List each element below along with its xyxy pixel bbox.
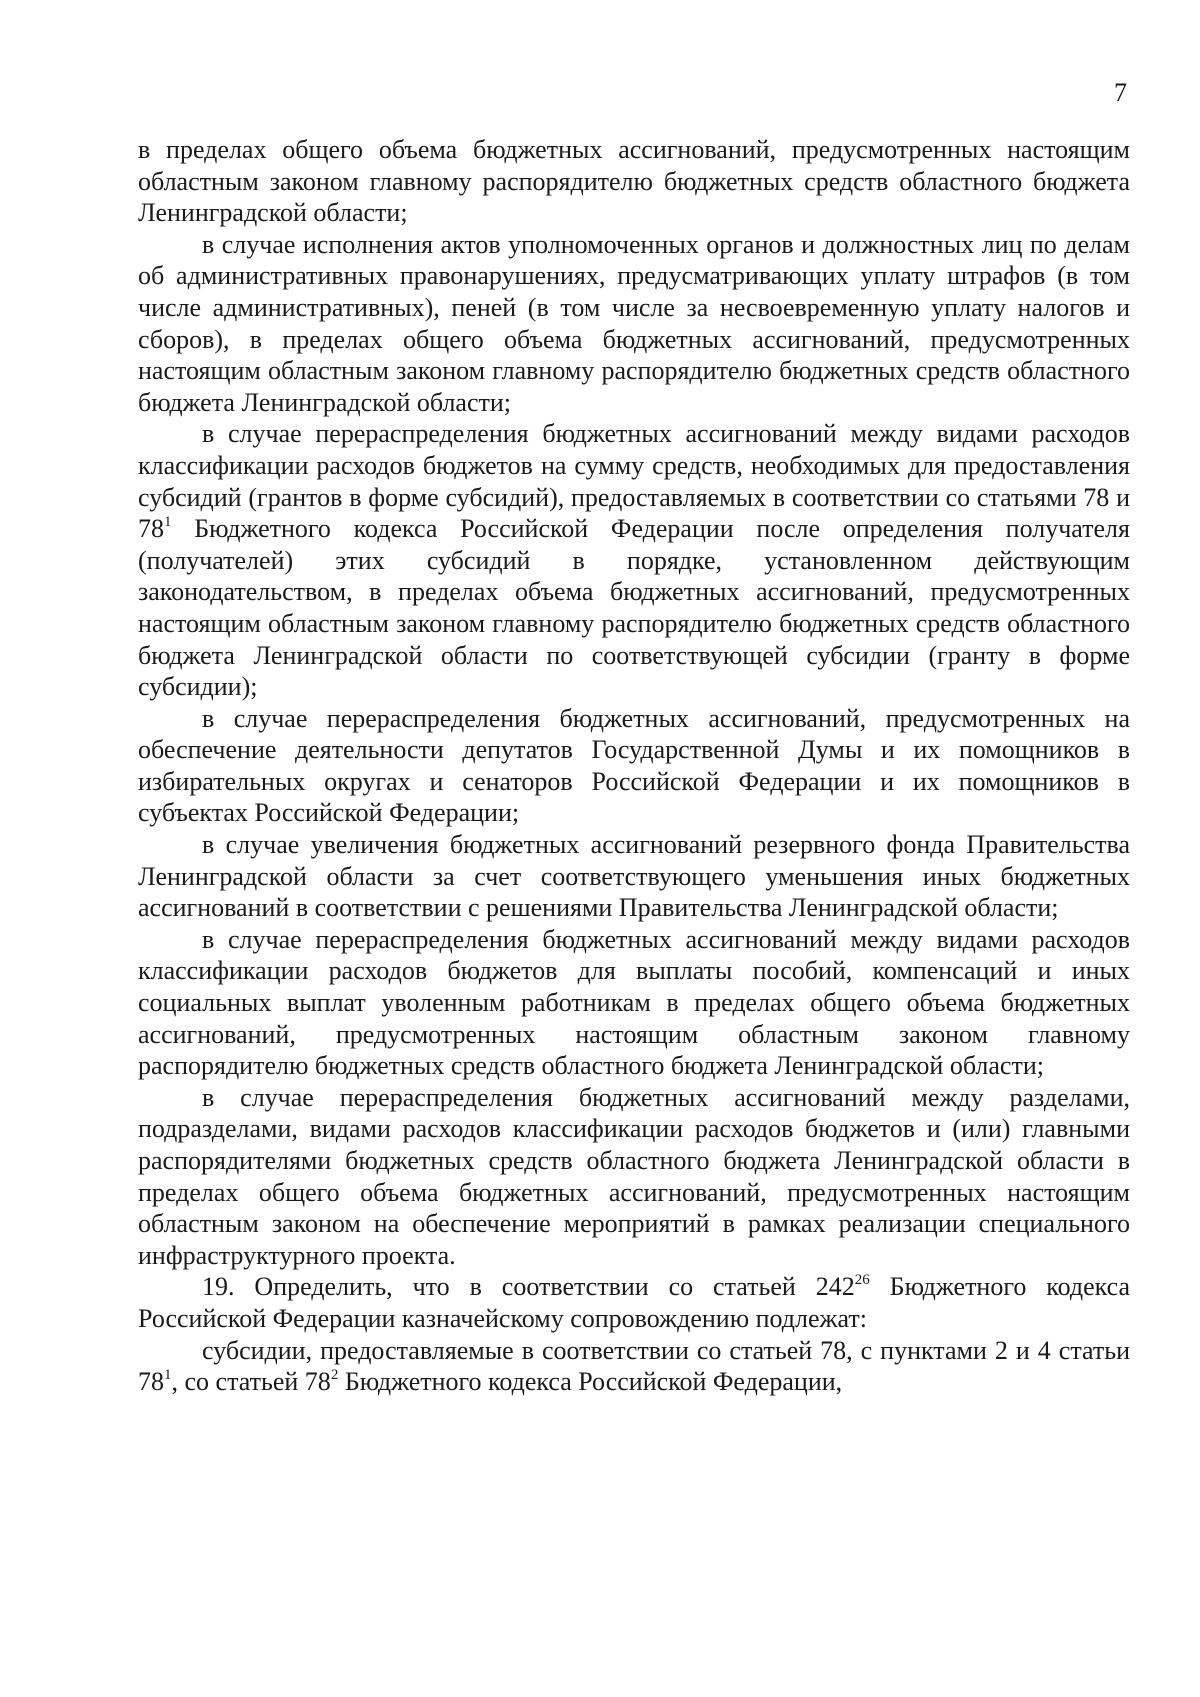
paragraph-text: в случае перераспределения бюджетных ассигнований между разделами, подразделами, видами расходов классификации расходов бюджетов и (или) главными распорядителями бюджетных средств областного бюджета Ленинградской области в пределах общего объема бюджетных ассигнований, предусмотренных настоящим областным законом на обеспечение мероприятий в рамках реализации специального инфраструктурного проекта. xyxy=(138,1082,1130,1270)
paragraph xyxy=(138,418,1130,702)
superscript: 1 xyxy=(164,1367,172,1384)
paragraph-text: в случае перераспределения бюджетных ассигнований, предусмотренных на обеспечение деятельности депутатов Государственной Думы и их помощников в избирательных округах и сенаторов Российской Федерации и их помощников в субъектах Российской Федерации; xyxy=(138,703,1130,828)
paragraph xyxy=(138,229,1130,419)
paragraph-text: в случае исполнения актов уполномоченных органов и должностных лиц по делам об административных правонарушениях, предусматривающих уплату штрафов (в том числе административных), пеней (в том числе за несвоевременную уплату налогов и сборов), в пределах общего объема бюджетных ассигнований, предусмотренных настоящим областным законом главному распорядителю бюджетных средств областного бюджета Ленинградской области; xyxy=(138,229,1130,417)
superscript: 2 xyxy=(330,1367,339,1384)
paragraph-text: Бюджетного кодекса Российской Федерации после определения получателя (получателей) этих субсидий в порядке, установленном действующим законодательством, в пределах объема бюджетных ассигнований, предусмотренных настоящим областным законом главному распорядителю бюджетных средств областного бюджета Ленинградской области по соответствующей субсидии (гранту в форме субсидии); xyxy=(138,514,1130,702)
paragraph xyxy=(138,1271,1130,1334)
document-body xyxy=(138,134,1130,1398)
paragraph xyxy=(138,1335,1130,1398)
paragraph-text: в пределах общего объема бюджетных ассигнований, предусмотренных настоящим областным законом главному распорядителю бюджетных средств областного бюджета Ленинградской области; xyxy=(138,135,1130,228)
paragraph-text: Бюджетного кодекса Российской Федерации, xyxy=(338,1367,843,1397)
superscript: 26 xyxy=(854,1272,870,1289)
paragraph xyxy=(138,1082,1130,1272)
paragraph-text: в случае увеличения бюджетных ассигнований резервного фонда Правительства Ленинградской области за счет соответствующего уменьшения иных бюджетных ассигнований в соответствии с решениями Правительства Ленинградской области; xyxy=(138,830,1130,923)
paragraph xyxy=(138,829,1130,924)
paragraph-text: в случае перераспределения бюджетных ассигнований между видами расходов классификации расходов бюджетов для выплаты пособий, компенсаций и иных социальных выплат уволенным работникам в пределах общего объема бюджетных ассигнований, предусмотренных настоящим областным законом главному распорядителю бюджетных средств областного бюджета Ленинградской области; xyxy=(138,924,1130,1081)
paragraph-text: 19. Определить, что в соответствии со статьей 242 xyxy=(202,1272,855,1302)
paragraph-text: , со статьей 78 xyxy=(171,1367,331,1397)
page-number: 7 xyxy=(1114,78,1127,107)
paragraph xyxy=(138,134,1130,229)
paragraph xyxy=(138,703,1130,829)
paragraph-text: в случае перераспределения бюджетных ассигнований между видами расходов классификации расходов бюджетов на сумму средств, необходимых для предоставления субсидий (грантов в форме субсидий), предоставляемых в соответствии со статьями 78 и 78 xyxy=(138,419,1130,544)
paragraph-text: Бюджетного кодекса Российской Федерации казначейскому сопровождению подлежат: xyxy=(138,1272,1130,1333)
paragraph-text: субсидии, предоставляемые в соответствии со статьей 78, с пунктами 2 и 4 статьи 78 xyxy=(138,1335,1130,1397)
paragraph xyxy=(138,924,1130,1082)
superscript: 1 xyxy=(164,514,172,531)
